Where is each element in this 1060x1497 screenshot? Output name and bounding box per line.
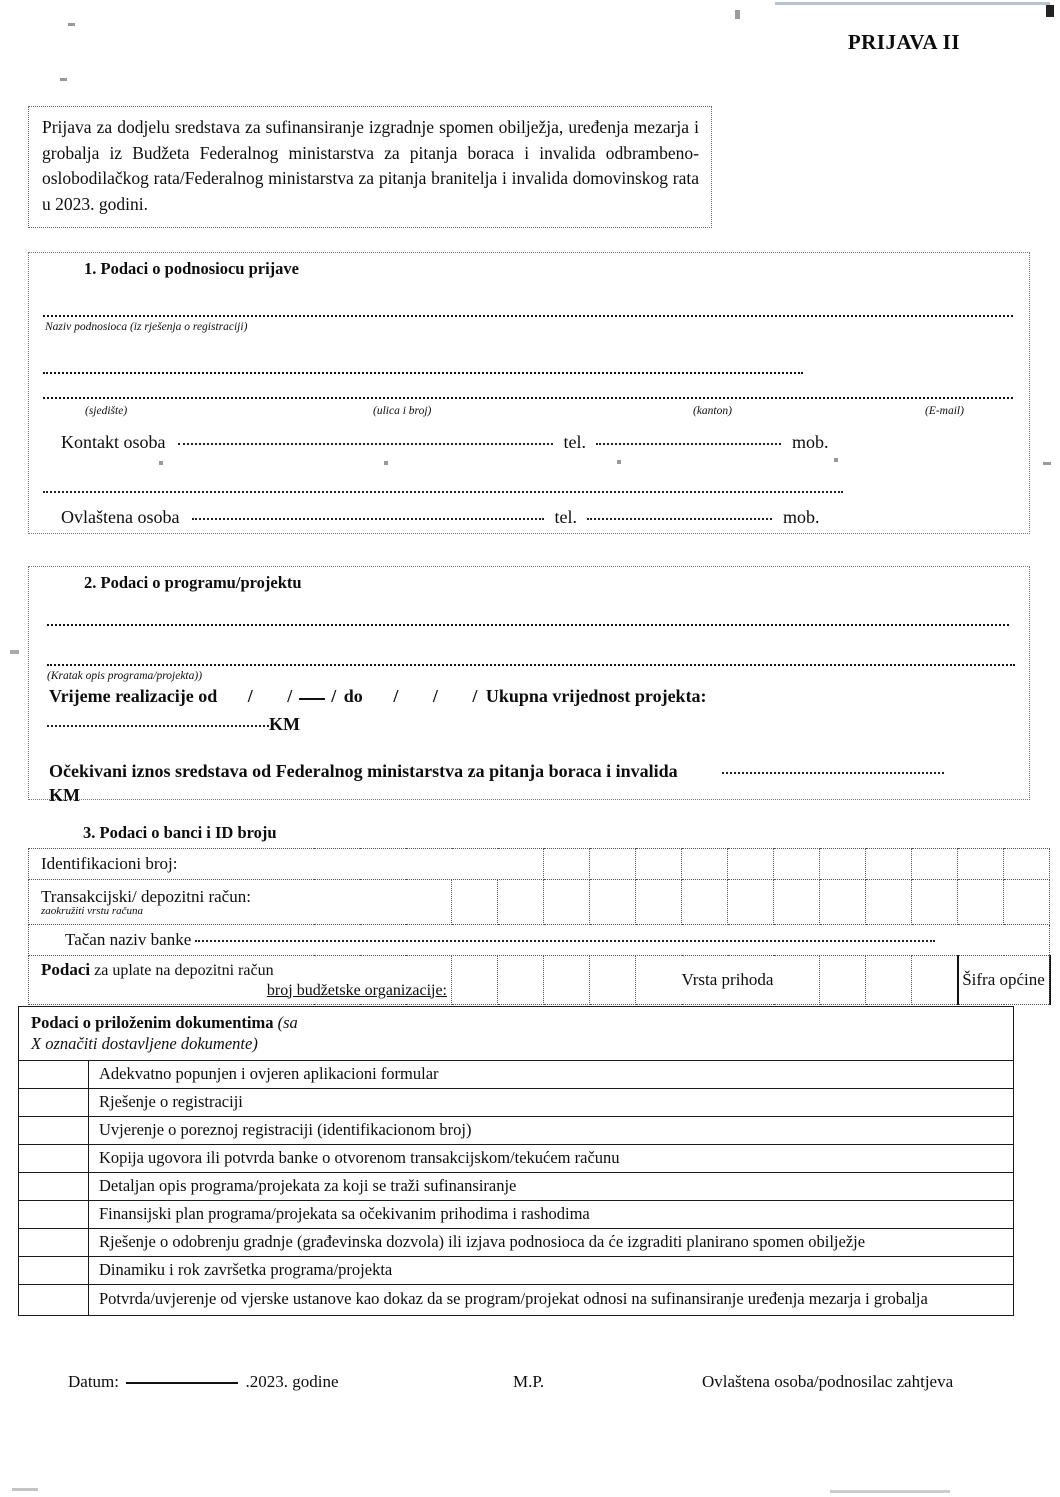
bank-name-label: Tačan naziv banke bbox=[65, 930, 192, 949]
program-description-input-2[interactable] bbox=[47, 664, 1015, 666]
bank-data-table bbox=[28, 848, 1050, 1005]
scan-artifact-rule bbox=[775, 2, 1050, 5]
table-row bbox=[19, 1201, 1014, 1229]
bank-name-cell bbox=[29, 925, 1050, 956]
account-digit-cell[interactable] bbox=[728, 880, 774, 925]
scan-speck bbox=[12, 1488, 38, 1491]
document-checkbox-cell[interactable] bbox=[19, 1145, 89, 1173]
budget-org-digit-cell[interactable] bbox=[544, 956, 590, 1005]
account-digit-cell[interactable] bbox=[774, 880, 820, 925]
authorized-tel-label: tel. bbox=[554, 507, 577, 527]
id-digit-cell[interactable] bbox=[774, 849, 820, 880]
id-digit-cell[interactable] bbox=[636, 849, 682, 880]
scan-speck bbox=[10, 650, 19, 654]
document-checkbox-cell[interactable] bbox=[19, 1089, 89, 1117]
budget-org-digit-cell[interactable] bbox=[498, 956, 544, 1005]
account-digit-cell[interactable] bbox=[452, 880, 498, 925]
applicant-address-input-1[interactable] bbox=[43, 372, 803, 374]
table-row-account-number bbox=[29, 880, 1050, 925]
account-digit-cell[interactable] bbox=[866, 880, 912, 925]
document-checkbox-cell[interactable] bbox=[19, 1117, 89, 1145]
table-row bbox=[19, 1089, 1014, 1117]
expected-amount-currency: KM bbox=[49, 785, 80, 805]
table-row bbox=[19, 1257, 1014, 1285]
scan-speck bbox=[1043, 462, 1051, 465]
id-digit-cell[interactable] bbox=[544, 849, 590, 880]
document-label: Adekvatno popunjen i ovjeren aplikacioni formular bbox=[89, 1061, 1014, 1089]
scan-speck bbox=[68, 23, 75, 26]
account-label: Transakcijski/ depozitni račun: bbox=[41, 887, 251, 906]
budget-org-digit-cell[interactable] bbox=[452, 956, 498, 1005]
budget-org-digit-cell[interactable] bbox=[590, 956, 636, 1005]
contact-tel-input[interactable] bbox=[596, 443, 781, 445]
document-checkbox-cell[interactable] bbox=[19, 1061, 89, 1089]
section-1-heading: 1. Podaci o podnosiocu prijave bbox=[84, 259, 299, 278]
document-checkbox-cell[interactable] bbox=[19, 1229, 89, 1257]
id-digit-cell[interactable] bbox=[820, 849, 866, 880]
id-number-label: Identifikacioni broj: bbox=[29, 849, 544, 880]
scan-speck bbox=[159, 461, 163, 465]
table-row bbox=[19, 1061, 1014, 1089]
id-digit-cell[interactable] bbox=[728, 849, 774, 880]
document-checkbox-cell[interactable] bbox=[19, 1285, 89, 1315]
realization-to-label: do bbox=[343, 686, 363, 706]
seal-label: M.P. bbox=[513, 1372, 545, 1391]
date-label: Datum: bbox=[68, 1372, 119, 1391]
realization-slash-1: / bbox=[247, 686, 253, 706]
account-digit-cell[interactable] bbox=[498, 880, 544, 925]
document-label: Potvrda/uvjerenje od vjerske ustanove kao dokaz da se program/projekat odnosi na sufinansiranje uređenja mezarja i grobalja bbox=[89, 1285, 1014, 1315]
table-row-identification-number bbox=[29, 849, 1050, 880]
form-title-text: Prijava za dodjelu sredstava za sufinansiranje izgradnje spomen obilježja, uređenja mezarja i grobalja iz Budžeta Federalnog ministarstva za pitanja boraca i invalida odbrambeno-oslobodilačkog rata/Federalnog ministarstva za pitanja branitelja i invalida domovinskog rata u 2023. godini. bbox=[42, 117, 699, 214]
account-digit-cell[interactable] bbox=[682, 880, 728, 925]
contact-mob-label: mob. bbox=[791, 432, 829, 452]
bank-name-input[interactable] bbox=[195, 940, 935, 942]
account-digit-cell[interactable] bbox=[544, 880, 590, 925]
applicant-address-input-2[interactable] bbox=[43, 397, 1013, 399]
applicant-name-input[interactable] bbox=[43, 315, 1013, 317]
contact-person-label: Kontakt osoba bbox=[61, 432, 166, 452]
document-checkbox-cell[interactable] bbox=[19, 1201, 89, 1229]
deposit-label-bold: Podaci bbox=[41, 960, 91, 980]
municipality-code-label: Šifra općine bbox=[958, 956, 1050, 1005]
document-label: Kopija ugovora ili potvrda banke o otvorenom transakcijskom/tekućem računu bbox=[89, 1145, 1014, 1173]
authorized-person-row bbox=[61, 507, 819, 528]
label-canton: (kanton) bbox=[693, 405, 732, 417]
realization-slash-3: / bbox=[331, 686, 337, 706]
realization-year-input[interactable] bbox=[299, 698, 325, 700]
total-value-currency: KM bbox=[269, 714, 300, 734]
account-digit-cell[interactable] bbox=[958, 880, 1004, 925]
id-digit-cell[interactable] bbox=[958, 849, 1004, 880]
document-label: Rješenje o odobrenju gradnje (građevinska dozvola) ili izjava podnosioca da će izgraditi planirano spomen obilježje bbox=[89, 1229, 1014, 1257]
authorized-person-label: Ovlaštena osoba bbox=[61, 507, 180, 527]
table-row bbox=[19, 1145, 1014, 1173]
income-type-digit-cell[interactable] bbox=[866, 956, 912, 1005]
expected-amount-input[interactable] bbox=[722, 772, 944, 774]
total-value-label: Ukupna vrijednost projekta: bbox=[485, 686, 707, 706]
authorized-mob-label: mob. bbox=[782, 507, 820, 527]
authorized-person-input[interactable] bbox=[192, 518, 544, 520]
deposit-label-rest: za uplate na depozitni račun bbox=[94, 962, 274, 980]
table-row bbox=[19, 1229, 1014, 1257]
document-checkbox-cell[interactable] bbox=[19, 1257, 89, 1285]
id-digit-cell[interactable] bbox=[1004, 849, 1050, 880]
year-suffix-label: .2023. godine bbox=[245, 1372, 339, 1391]
section-2-heading: 2. Podaci o programu/projektu bbox=[84, 573, 302, 592]
total-value-row bbox=[47, 714, 300, 735]
document-label: Rješenje o registraciji bbox=[89, 1089, 1014, 1117]
document-label: Uvjerenje o poreznoj registraciji (identifikacionom broj) bbox=[89, 1117, 1014, 1145]
realization-row bbox=[49, 686, 707, 707]
account-label-cell bbox=[29, 880, 452, 925]
contact-person-input[interactable] bbox=[178, 443, 553, 445]
total-value-input[interactable] bbox=[47, 725, 269, 727]
documents-header-cell bbox=[19, 1007, 1014, 1061]
table-row bbox=[19, 1173, 1014, 1201]
address-sub-labels bbox=[43, 405, 1018, 423]
date-row bbox=[68, 1372, 339, 1392]
realization-slash-5: / bbox=[432, 686, 438, 706]
scan-artifact-dot bbox=[735, 10, 740, 19]
section-3-heading: 3. Podaci o banci i ID broju bbox=[83, 823, 277, 842]
table-row bbox=[19, 1117, 1014, 1145]
scan-speck bbox=[384, 461, 388, 465]
table-row-bank-name bbox=[29, 925, 1050, 956]
signature-label: Ovlaštena osoba/podnosilac zahtjeva bbox=[702, 1372, 954, 1391]
income-type-label: Vrsta prihoda bbox=[636, 956, 820, 1005]
account-digit-cell[interactable] bbox=[636, 880, 682, 925]
program-description-caption: (Kratak opis programa/projekta)) bbox=[47, 670, 203, 682]
realization-slash-2: / bbox=[287, 686, 293, 706]
scan-artifact-corner-mark bbox=[1046, 5, 1054, 17]
realization-label: Vrijeme realizacije od bbox=[49, 686, 218, 706]
label-street: (ulica i broj) bbox=[373, 405, 432, 417]
account-digit-cell[interactable] bbox=[820, 880, 866, 925]
expected-amount-row bbox=[49, 761, 944, 782]
documents-header-italic-2: X označiti dostavljene dokumente) bbox=[31, 1033, 258, 1053]
scan-speck bbox=[834, 458, 838, 462]
income-type-digit-cell[interactable] bbox=[912, 956, 958, 1005]
scan-speck bbox=[60, 78, 67, 81]
id-digit-cell[interactable] bbox=[590, 849, 636, 880]
scan-speck bbox=[830, 1490, 950, 1493]
section-program-data bbox=[28, 566, 1030, 805]
expected-amount-label: Očekivani iznos sredstava od Federalnog ministarstva za pitanja boraca i invalida bbox=[49, 761, 678, 781]
realization-slash-4: / bbox=[393, 686, 399, 706]
account-sub-label: zaokružiti vrstu računa bbox=[41, 905, 144, 917]
document-label: Finansijski plan programa/projekata sa očekivanim prihodima i rashodima bbox=[89, 1201, 1014, 1229]
id-digit-cell[interactable] bbox=[912, 849, 958, 880]
label-email: (E-mail) bbox=[925, 405, 964, 417]
document-label: Dinamiku i rok završetka programa/projekta bbox=[89, 1257, 1014, 1285]
account-digit-cell[interactable] bbox=[1004, 880, 1050, 925]
deposit-label-cell bbox=[29, 956, 452, 1005]
date-input[interactable] bbox=[126, 1382, 238, 1384]
attached-documents-table bbox=[18, 1006, 1014, 1316]
authorized-tel-input[interactable] bbox=[587, 518, 772, 520]
form-title-box bbox=[28, 106, 712, 228]
scan-speck bbox=[617, 460, 621, 464]
income-type-digit-cell[interactable] bbox=[820, 956, 866, 1005]
contact-separator-line bbox=[43, 491, 843, 493]
realization-slash-6: / bbox=[472, 686, 478, 706]
applicant-name-caption: Naziv podnosioca (iz rješenja o registraciji) bbox=[45, 321, 248, 333]
contact-person-row bbox=[61, 432, 829, 453]
table-row-deposit-payment bbox=[29, 956, 1050, 1005]
documents-header-italic-1: (sa bbox=[277, 1013, 298, 1032]
id-digit-cell[interactable] bbox=[682, 849, 728, 880]
table-row bbox=[19, 1285, 1014, 1315]
document-label: Detaljan opis programa/projekata za koji se traži sufinansiranje bbox=[89, 1173, 1014, 1201]
id-digit-cell[interactable] bbox=[866, 849, 912, 880]
label-seat: (sjedište) bbox=[85, 405, 128, 417]
budget-org-label: broj budžetske organizacije: bbox=[266, 981, 447, 999]
form-code-title: PRIJAVA II bbox=[847, 30, 960, 54]
account-digit-cell[interactable] bbox=[590, 880, 636, 925]
program-description-input-1[interactable] bbox=[47, 624, 1009, 626]
documents-header-bold: Podaci o priloženim dokumentima bbox=[31, 1013, 274, 1032]
documents-header-row bbox=[19, 1007, 1014, 1061]
account-digit-cell[interactable] bbox=[912, 880, 958, 925]
contact-tel-label: tel. bbox=[563, 432, 586, 452]
document-checkbox-cell[interactable] bbox=[19, 1173, 89, 1201]
section-applicant-data bbox=[28, 252, 1030, 534]
